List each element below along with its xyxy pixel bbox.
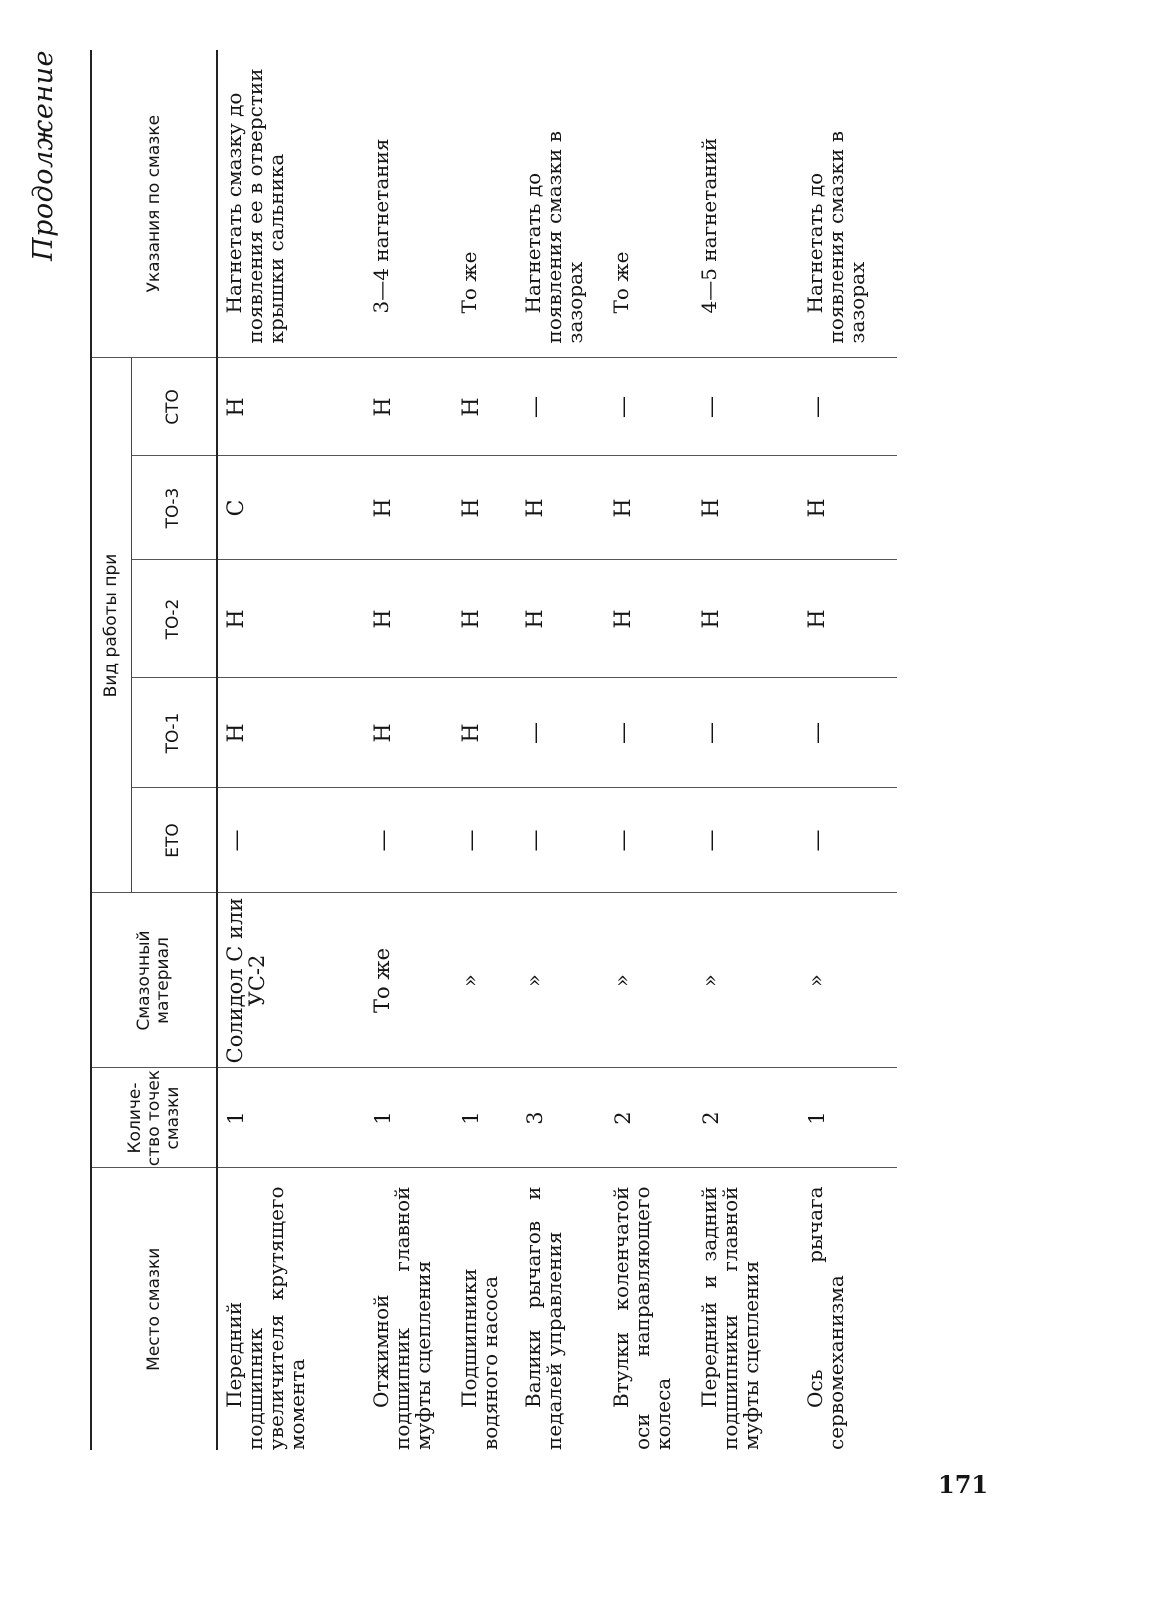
header-notes: Указания по смазке — [91, 50, 217, 358]
row-place: Валики рычагов и педалей управления — [521, 1186, 566, 1450]
row-count: 2 — [611, 1068, 699, 1168]
header-sto: СТО — [131, 358, 217, 456]
row-to1: — — [805, 678, 897, 788]
row-sto: — — [523, 358, 611, 456]
table-row — [699, 50, 805, 1450]
row-material: » — [699, 893, 805, 1068]
table-row — [217, 50, 371, 1450]
row-sto: Н — [371, 358, 459, 456]
header-material: Смазочный материал — [91, 893, 217, 1068]
row-eto: — — [459, 788, 523, 893]
row-material: Солидол С или УС-2 — [217, 893, 371, 1068]
row-to3: Н — [523, 456, 611, 560]
row-note: Нагнетать смазку до появления ее в отверстии крышки сальника — [217, 50, 371, 358]
row-place: Втулки коленчатой оси направляющего колеса — [609, 1186, 675, 1450]
table-row — [805, 50, 897, 1450]
row-material: » — [611, 893, 699, 1068]
row-to2: Н — [459, 560, 523, 678]
row-eto: — — [371, 788, 459, 893]
row-eto: — — [805, 788, 897, 893]
row-note: Нагнетать до появления смазки в зазорах — [805, 50, 897, 358]
row-note: То же — [611, 50, 699, 358]
row-to3: Н — [459, 456, 523, 560]
header-to3: ТО-3 — [131, 456, 217, 560]
row-eto: — — [611, 788, 699, 893]
row-place: Отжимной подшипник главной муфты сцепления — [369, 1186, 435, 1450]
row-to3: Н — [611, 456, 699, 560]
row-to2: Н — [805, 560, 897, 678]
row-note: Нагнетать до появления смазки в зазорах — [523, 50, 611, 358]
row-note: То же — [459, 50, 523, 358]
table-row — [459, 50, 523, 1450]
lubrication-table — [90, 50, 897, 1450]
row-note: 3—4 нагнетания — [371, 50, 459, 358]
row-count: 1 — [805, 1068, 897, 1168]
row-to3: Н — [805, 456, 897, 560]
row-sto: — — [611, 358, 699, 456]
row-to2: Н — [611, 560, 699, 678]
row-to3: С — [217, 456, 371, 560]
table-row — [523, 50, 611, 1450]
row-note: 4—5 нагнетаний — [699, 50, 805, 358]
header-count: Количе-ство точек смазки — [91, 1068, 217, 1168]
row-sto: — — [805, 358, 897, 456]
header-work-kind: Вид работы при — [91, 358, 131, 893]
table-header — [91, 50, 217, 1450]
row-to1: Н — [459, 678, 523, 788]
row-material: То же — [371, 893, 459, 1068]
page-number: 171 — [938, 1470, 989, 1499]
row-to1: Н — [371, 678, 459, 788]
row-to1: — — [523, 678, 611, 788]
row-count: 1 — [217, 1068, 371, 1168]
rotated-page — [20, 40, 989, 1499]
row-to2: Н — [699, 560, 805, 678]
header-place: Место смазки — [91, 1168, 217, 1450]
header-to2: ТО-2 — [131, 560, 217, 678]
row-to1: Н — [217, 678, 371, 788]
row-to1: — — [611, 678, 699, 788]
continuation-heading: Продолжение — [28, 50, 59, 261]
table-row — [371, 50, 459, 1450]
row-material: » — [459, 893, 523, 1068]
row-place: Передний и задний подшипники главной муфты сцепления — [697, 1186, 763, 1450]
row-material: » — [805, 893, 897, 1068]
row-place: Подшипники водяного насоса — [457, 1268, 502, 1450]
table-row — [611, 50, 699, 1450]
row-count: 1 — [459, 1068, 523, 1168]
row-count: 1 — [371, 1068, 459, 1168]
row-sto: Н — [459, 358, 523, 456]
row-count: 2 — [699, 1068, 805, 1168]
header-eto: ЕТО — [131, 788, 217, 893]
table-body — [217, 50, 897, 1450]
row-eto: — — [217, 788, 371, 893]
row-to2: Н — [523, 560, 611, 678]
row-sto: — — [699, 358, 805, 456]
row-to1: — — [699, 678, 805, 788]
row-to2: Н — [371, 560, 459, 678]
row-material: » — [523, 893, 611, 1068]
row-to3: Н — [699, 456, 805, 560]
row-to3: Н — [371, 456, 459, 560]
row-to2: Н — [217, 560, 371, 678]
row-place: Передний подшипник увеличителя крутящего момента — [217, 1168, 371, 1450]
header-to1: ТО-1 — [131, 678, 217, 788]
row-sto: Н — [217, 358, 371, 456]
row-eto: — — [523, 788, 611, 893]
row-count: 3 — [523, 1068, 611, 1168]
row-place: Ось рычага сервомеханизма — [803, 1186, 848, 1450]
row-eto: — — [699, 788, 805, 893]
